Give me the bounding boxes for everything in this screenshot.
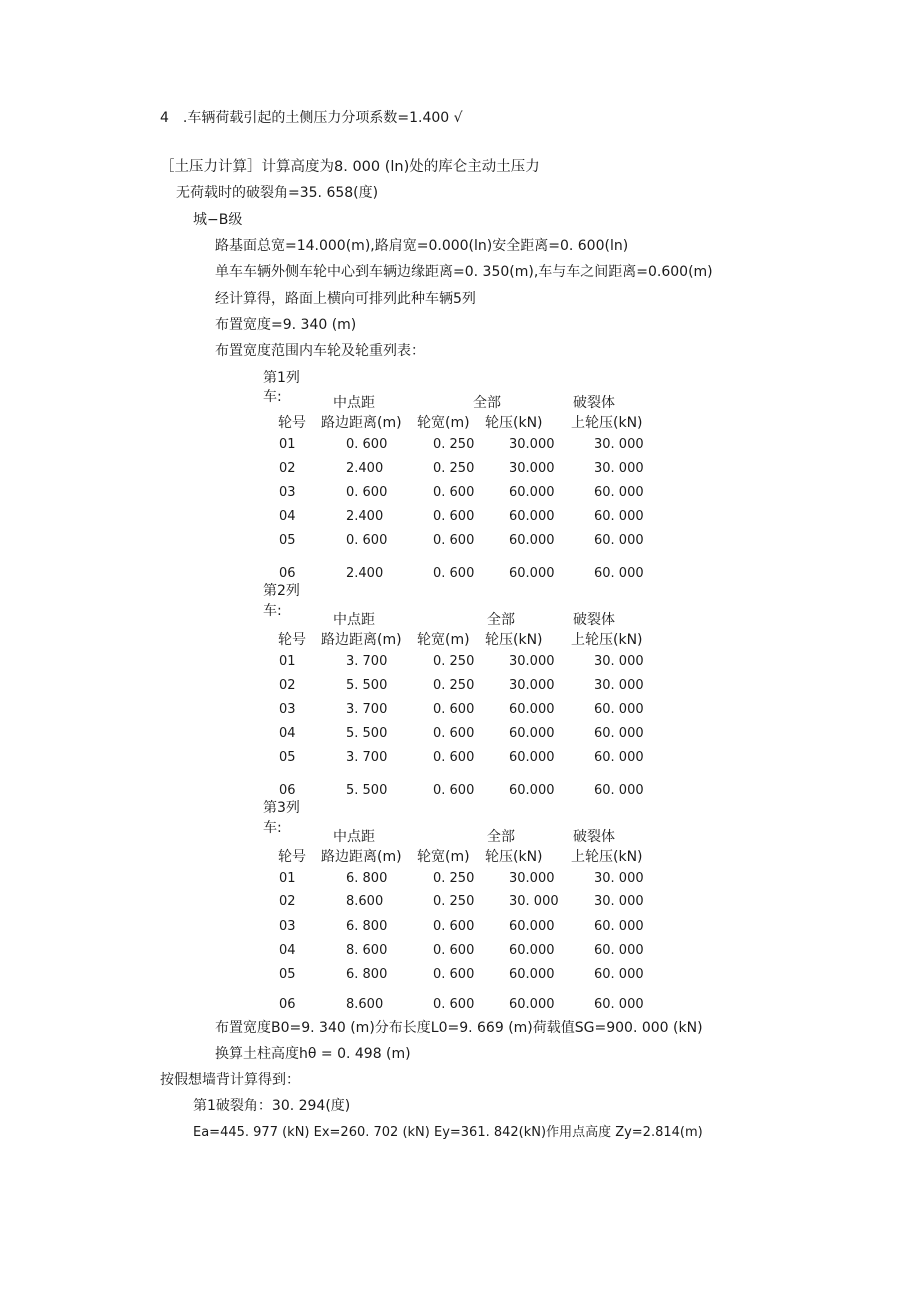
cell-width: 0. 600 xyxy=(433,919,475,934)
line-wheel-table-caption: 布置宽度范围内车轮及轮重列表： xyxy=(215,343,425,359)
line-earth-pressure-result: Ea=445. 977 (kN) Ex=260. 702 (kN) Ey=361. 842(kN)作用点高度 Zy=2.814(m) xyxy=(193,1125,703,1140)
cell-upper-pressure: 30. 000 xyxy=(594,654,644,669)
cell-pressure: 60.000 xyxy=(509,485,555,500)
cell-wheel-no: 01 xyxy=(279,871,296,886)
cell-wheel-no: 02 xyxy=(279,678,296,693)
header-bottom: 上轮压(kN) xyxy=(571,849,643,865)
cell-wheel-no: 02 xyxy=(279,894,296,909)
header-bottom: 轮宽(m) xyxy=(417,415,470,431)
cell-wheel-no: 04 xyxy=(279,943,296,958)
cell-pressure: 30.000 xyxy=(509,437,555,452)
header-bottom: 轮宽(m) xyxy=(417,849,470,865)
cell-distance: 5. 500 xyxy=(346,726,388,741)
cell-distance: 2.400 xyxy=(346,509,384,524)
cell-distance: 0. 600 xyxy=(346,485,388,500)
cell-width: 0. 600 xyxy=(433,943,475,958)
cell-distance: 8. 600 xyxy=(346,943,388,958)
cell-wheel-no: 05 xyxy=(279,967,296,982)
cell-width: 0. 600 xyxy=(433,485,475,500)
cell-upper-pressure: 30. 000 xyxy=(594,461,644,476)
cell-distance: 3. 700 xyxy=(346,654,388,669)
cell-width: 0. 600 xyxy=(433,509,475,524)
cell-width: 0. 250 xyxy=(433,678,475,693)
header-top: 破裂体 xyxy=(573,829,615,845)
header-top: 破裂体 xyxy=(573,395,615,411)
cell-upper-pressure: 60. 000 xyxy=(594,919,644,934)
cell-wheel-no: 04 xyxy=(279,726,296,741)
cell-pressure: 60.000 xyxy=(509,997,555,1012)
header-bottom: 路边距离(m) xyxy=(321,415,402,431)
cell-pressure: 60.000 xyxy=(509,566,555,581)
cell-wheel-no: 03 xyxy=(279,485,296,500)
line-vehicle-count: 经计算得，路面上横向可排列此种车辆5列 xyxy=(215,291,476,307)
cell-upper-pressure: 60. 000 xyxy=(594,726,644,741)
cell-distance: 0. 600 xyxy=(346,533,388,548)
cell-wheel-no: 05 xyxy=(279,750,296,765)
cell-pressure: 60.000 xyxy=(509,533,555,548)
cell-distance: 5. 500 xyxy=(346,678,388,693)
table-title-suffix: 车: xyxy=(263,603,282,619)
cell-wheel-no: 03 xyxy=(279,702,296,717)
cell-distance: 3. 700 xyxy=(346,750,388,765)
cell-upper-pressure: 30. 000 xyxy=(594,871,644,886)
cell-upper-pressure: 30. 000 xyxy=(594,437,644,452)
cell-width: 0. 250 xyxy=(433,654,475,669)
cell-upper-pressure: 60. 000 xyxy=(594,783,644,798)
line-load-class: 城−B级 xyxy=(193,212,243,228)
cell-wheel-no: 01 xyxy=(279,654,296,669)
cell-width: 0. 600 xyxy=(433,566,475,581)
cell-pressure: 60.000 xyxy=(509,967,555,982)
header-bottom: 上轮压(kN) xyxy=(571,415,643,431)
cell-distance: 8.600 xyxy=(346,997,384,1012)
header-bottom: 轮号 xyxy=(278,632,306,648)
cell-pressure: 60.000 xyxy=(509,750,555,765)
line-layout-width: 布置宽度=9. 340 (m) xyxy=(215,317,357,333)
cell-pressure: 60.000 xyxy=(509,943,555,958)
cell-width: 0. 600 xyxy=(433,533,475,548)
cell-upper-pressure: 30. 000 xyxy=(594,894,644,909)
table-title-suffix: 车: xyxy=(263,389,282,405)
cell-width: 0. 250 xyxy=(433,437,475,452)
table-title: 第2列 xyxy=(263,583,300,599)
cell-upper-pressure: 60. 000 xyxy=(594,967,644,982)
table-title: 第3列 xyxy=(263,800,300,816)
header-bottom: 路边距离(m) xyxy=(321,849,402,865)
header-bottom: 路边距离(m) xyxy=(321,632,402,648)
cell-upper-pressure: 60. 000 xyxy=(594,509,644,524)
line-wheel-distance: 单车车辆外侧车轮中心到车辆边缘距离=0. 350(m),车与车之间距离=0.600(m) xyxy=(215,264,713,280)
cell-width: 0. 600 xyxy=(433,702,475,717)
cell-pressure: 30.000 xyxy=(509,461,555,476)
cell-width: 0. 600 xyxy=(433,967,475,982)
cell-wheel-no: 04 xyxy=(279,509,296,524)
header-bottom: 轮压(kN) xyxy=(485,632,543,648)
line-virtual-wall-heading: 按假想墙背计算得到： xyxy=(160,1072,300,1088)
cell-wheel-no: 02 xyxy=(279,461,296,476)
cell-distance: 6. 800 xyxy=(346,871,388,886)
header-bottom: 轮号 xyxy=(278,415,306,431)
line-load-factor: 4 .车辆荷载引起的土侧压力分项系数=1.400 √ xyxy=(160,110,463,126)
cell-wheel-no: 06 xyxy=(279,566,296,581)
cell-distance: 6. 800 xyxy=(346,919,388,934)
cell-distance: 6. 800 xyxy=(346,967,388,982)
cell-wheel-no: 03 xyxy=(279,919,296,934)
line-load-value: 布置宽度B0=9. 340 (m)分布长度L0=9. 669 (m)荷载值SG=900. 000 (kN) xyxy=(215,1020,703,1036)
line-roadbed-width: 路基面总宽=14.000(m),路肩宽=0.000(ln)安全距离=0. 600(ln) xyxy=(215,238,629,254)
cell-distance: 2.400 xyxy=(346,461,384,476)
cell-pressure: 60.000 xyxy=(509,919,555,934)
header-bottom: 上轮压(kN) xyxy=(571,632,643,648)
cell-width: 0. 600 xyxy=(433,997,475,1012)
header-bottom: 轮号 xyxy=(278,849,306,865)
line-failure-angle-no-load: 无荷载时的破裂角=35. 658(度) xyxy=(176,185,379,201)
cell-upper-pressure: 60. 000 xyxy=(594,533,644,548)
cell-width: 0. 600 xyxy=(433,750,475,765)
cell-upper-pressure: 60. 000 xyxy=(594,702,644,717)
line-earth-pressure-heading: ［土压力计算］计算高度为8. 000 (ln)处的库仑主动土压力 xyxy=(160,159,540,175)
cell-wheel-no: 01 xyxy=(279,437,296,452)
cell-upper-pressure: 30. 000 xyxy=(594,678,644,693)
cell-pressure: 60.000 xyxy=(509,702,555,717)
header-top: 中点距 xyxy=(333,395,375,411)
cell-upper-pressure: 60. 000 xyxy=(594,566,644,581)
header-top: 破裂体 xyxy=(573,612,615,628)
cell-width: 0. 600 xyxy=(433,783,475,798)
cell-upper-pressure: 60. 000 xyxy=(594,485,644,500)
cell-wheel-no: 06 xyxy=(279,997,296,1012)
cell-distance: 8.600 xyxy=(346,894,384,909)
header-bottom: 轮宽(m) xyxy=(417,632,470,648)
cell-width: 0. 250 xyxy=(433,461,475,476)
cell-upper-pressure: 60. 000 xyxy=(594,943,644,958)
cell-pressure: 60.000 xyxy=(509,509,555,524)
header-bottom: 轮压(kN) xyxy=(485,415,543,431)
line-soil-column-height: 换算土柱高度hθ = 0. 498 (m) xyxy=(215,1046,411,1062)
header-bottom: 轮压(kN) xyxy=(485,849,543,865)
cell-wheel-no: 05 xyxy=(279,533,296,548)
cell-pressure: 60.000 xyxy=(509,726,555,741)
header-top: 中点距 xyxy=(333,612,375,628)
cell-wheel-no: 06 xyxy=(279,783,296,798)
header-top: 全部 xyxy=(473,395,501,411)
line-first-failure-angle: 第1破裂角：30. 294(度) xyxy=(193,1098,351,1114)
cell-width: 0. 250 xyxy=(433,871,475,886)
cell-width: 0. 250 xyxy=(433,894,475,909)
cell-upper-pressure: 60. 000 xyxy=(594,997,644,1012)
cell-pressure: 30.000 xyxy=(509,678,555,693)
cell-distance: 3. 700 xyxy=(346,702,388,717)
cell-pressure: 30. 000 xyxy=(509,894,559,909)
header-top: 中点距 xyxy=(333,829,375,845)
cell-upper-pressure: 60. 000 xyxy=(594,750,644,765)
cell-distance: 2.400 xyxy=(346,566,384,581)
cell-distance: 5. 500 xyxy=(346,783,388,798)
header-top: 全部 xyxy=(487,612,515,628)
table-title-suffix: 车: xyxy=(263,820,282,836)
table-title: 第1列 xyxy=(263,370,300,386)
cell-pressure: 30.000 xyxy=(509,871,555,886)
cell-width: 0. 600 xyxy=(433,726,475,741)
cell-pressure: 60.000 xyxy=(509,783,555,798)
cell-pressure: 30.000 xyxy=(509,654,555,669)
cell-distance: 0. 600 xyxy=(346,437,388,452)
header-top: 全部 xyxy=(487,829,515,845)
